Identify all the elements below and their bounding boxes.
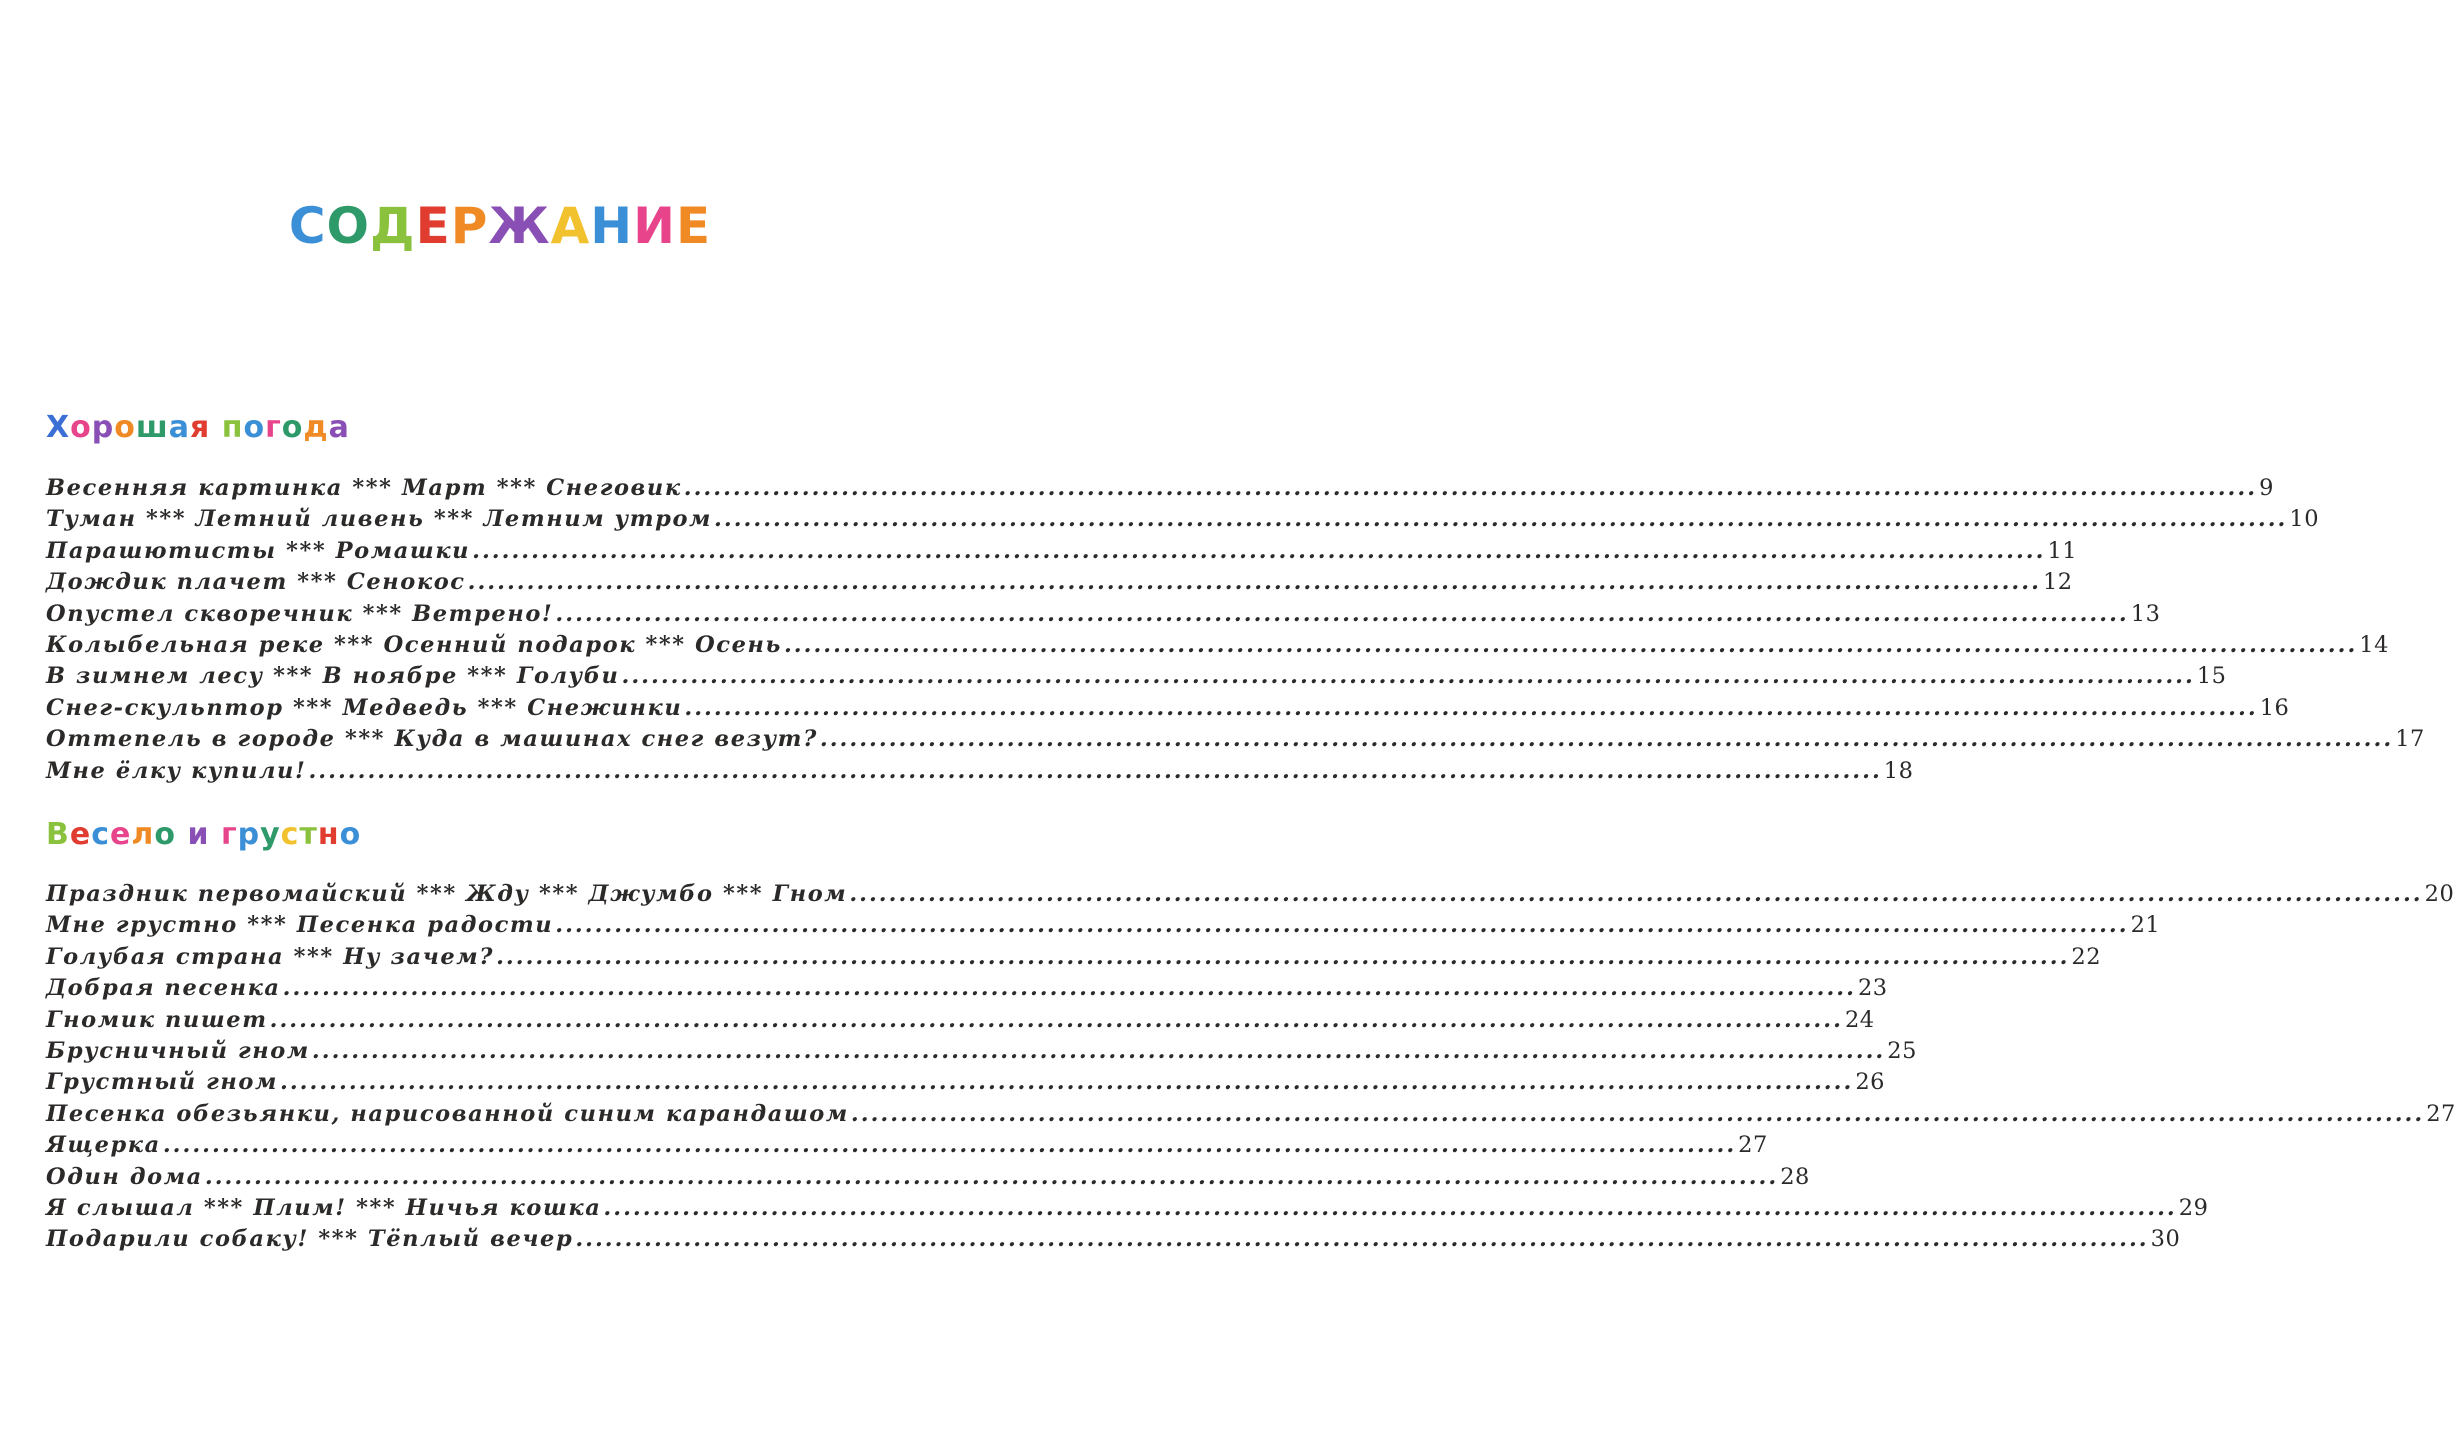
colored-letter: о [339,817,362,852]
dot-leader [820,726,2393,752]
toc-entry-title: Гномик пишет [46,1006,268,1033]
colored-letter: ш [135,410,169,445]
toc-entry[interactable] [46,475,2274,506]
toc-entry-title: Мне ёлку купили! [46,757,307,784]
toc-entry-title: Подарили собаку! *** Тёплый вечер [46,1226,574,1253]
toc-entry[interactable] [46,943,2102,975]
toc-entry-page: 23 [1857,975,1888,1002]
dot-leader [555,912,2128,938]
toc-entry-title: Я слышал *** Плим! *** Ничья кошка [46,1194,602,1221]
toc-entry-page: 26 [1855,1069,1885,1096]
toc-entry-page: 27 [1738,1132,1768,1159]
toc-entry-page: 17 [2395,726,2425,753]
colored-letter: у [260,817,281,852]
colored-letter: я [190,410,211,445]
toc-entry[interactable] [46,726,2425,757]
toc-entry[interactable] [46,1194,2209,1226]
colored-letter: Д [370,197,416,255]
toc-entry[interactable] [46,663,2227,694]
colored-letter: Н [590,197,634,255]
dot-leader [622,663,2195,689]
toc-entry-title: Один дома [46,1163,203,1190]
toc-entry[interactable] [46,881,2455,912]
toc-entry-page: 12 [2042,569,2073,596]
toc-entry-page: 29 [2178,1194,2209,1221]
toc-entry-title: Туман *** Летний ливень *** Летним утром [46,506,713,533]
toc-entry-page: 16 [2259,694,2290,721]
dot-leader [163,1132,1736,1158]
colored-letter: В [46,817,70,852]
toc-entry[interactable] [46,1132,1768,1163]
toc-entry-title: Снег-скульптор *** Медведь *** Снежинки [46,694,683,721]
colored-letter: н [317,817,340,852]
colored-letter [176,815,187,855]
toc-entry[interactable] [46,1037,1917,1069]
dot-leader [312,1038,1885,1064]
toc-entry-page: 10 [2289,506,2320,533]
toc-entry-title: Оттепель в городе *** Куда в машинах снег везут? [46,726,818,753]
toc-entry-title: Грустный гном [46,1069,278,1096]
toc-entry-title: Опустел скворечник *** Ветрено! [46,600,554,627]
colored-letter: а [328,410,350,445]
colored-letter: о [281,410,304,445]
toc-entry-page: 25 [1887,1037,1917,1064]
dot-leader [270,1007,1843,1033]
toc-entry-page: 11 [2047,537,2078,564]
toc-entry[interactable] [46,537,2078,569]
dot-leader [784,632,2357,658]
colored-letter: И [633,197,677,255]
toc-entry-title: Голубая страна *** Ну зачем? [46,943,495,970]
toc-list-happy-sad [46,881,2456,1258]
toc-entry-page: 13 [2130,600,2161,627]
toc-entry[interactable] [46,600,2161,632]
colored-letter [210,408,221,448]
toc-entry-title: Колыбельная реке *** Осенний подарок *** Осень [46,631,782,658]
dot-leader [684,695,2257,721]
toc-entry[interactable] [46,757,1914,789]
toc-entry-title: Ящерка [46,1132,161,1159]
toc-entry-page: 28 [1780,1163,1810,1190]
colored-letter: р [91,410,115,445]
toc-entry-page: 21 [2130,912,2161,939]
toc-entry[interactable] [46,1163,1810,1195]
dot-leader [308,758,1881,784]
colored-letter: о [243,410,266,445]
colored-letter: р [237,817,261,852]
toc-entry-page: 9 [2259,475,2274,501]
colored-letter: Е [676,197,712,255]
toc-entry-title: Парашютисты *** Ромашки [46,537,471,564]
colored-letter: г [265,410,282,445]
toc-entry-title: Дождик плачет *** Сенокос [46,569,466,596]
colored-letter: Х [46,410,71,445]
colored-letter: с [91,817,111,852]
toc-entry[interactable] [46,506,2320,537]
colored-letter: о [70,410,92,445]
dot-leader [851,1101,2424,1127]
toc-entry[interactable] [46,975,1888,1006]
toc-entry-page: 20 [2424,881,2455,907]
dot-leader [603,1195,2176,1221]
dot-leader [283,975,1856,1001]
colored-letter: г [220,817,238,852]
colored-letter: А [550,197,591,255]
toc-entry[interactable] [46,1006,1875,1038]
toc-entry-title: Брусничный гном [46,1037,310,1064]
toc-entry[interactable] [46,631,2389,663]
colored-letter: О [326,197,371,255]
toc-entry[interactable] [46,569,2073,600]
colored-letter: а [168,410,190,445]
colored-letter: т [299,817,318,852]
toc-entry-page: 27 [2426,1100,2456,1127]
toc-list-good-weather [46,475,2425,789]
section-heading-good-weather [46,408,350,448]
toc-entry-page: 22 [2071,943,2102,970]
toc-entry-title: Мне грустно *** Песенка радости [46,912,554,939]
colored-letter: л [131,817,155,852]
dot-leader [575,1226,2148,1252]
toc-entry-page: 15 [2196,663,2227,690]
colored-letter: е [69,817,92,852]
colored-letter: д [303,410,329,445]
colored-letter: и [187,817,210,852]
toc-entry-title: В зимнем лесу *** В ноябре *** Голуби [46,663,620,690]
dot-leader [472,538,2045,564]
toc-entry[interactable] [46,1226,2181,1257]
dot-leader [205,1164,1778,1190]
dot-leader [849,881,2422,907]
section-heading-happy-sad [46,815,361,855]
toc-entry-title: Праздник первомайский *** Жду *** Джумбо *** Гном [46,881,848,907]
colored-letter: е [110,817,132,852]
toc-entry[interactable] [46,1069,1885,1100]
colored-letter: С [288,197,327,255]
colored-letter: Ж [488,197,551,255]
colored-letter: о [114,410,136,445]
colored-letter: о [154,817,176,852]
colored-letter: Е [415,197,451,255]
colored-letter: п [221,410,244,445]
toc-entry-title: Песенка обезьянки, нарисованной синим карандашом [46,1100,849,1127]
toc-entry-page: 30 [2150,1226,2181,1253]
toc-entry-page: 24 [1844,1006,1875,1033]
dot-leader [555,601,2128,627]
colored-letter [209,815,220,855]
page-title [0,196,1000,256]
toc-entry[interactable] [46,912,2161,943]
dot-leader [684,475,2257,501]
dot-leader [468,569,2041,595]
toc-entry-page: 14 [2359,631,2389,658]
toc-entry-page: 18 [1883,757,1914,784]
toc-entry[interactable] [46,1100,2456,1132]
dot-leader [496,944,2069,970]
colored-letter: с [280,817,300,852]
dot-leader [280,1069,1853,1095]
toc-entry-title: Добрая песенка [46,975,281,1002]
dot-leader [714,506,2287,532]
toc-entry[interactable] [46,694,2290,726]
colored-letter: Р [450,197,489,255]
toc-entry-title: Весенняя картинка *** Март *** Снеговик [46,475,682,501]
